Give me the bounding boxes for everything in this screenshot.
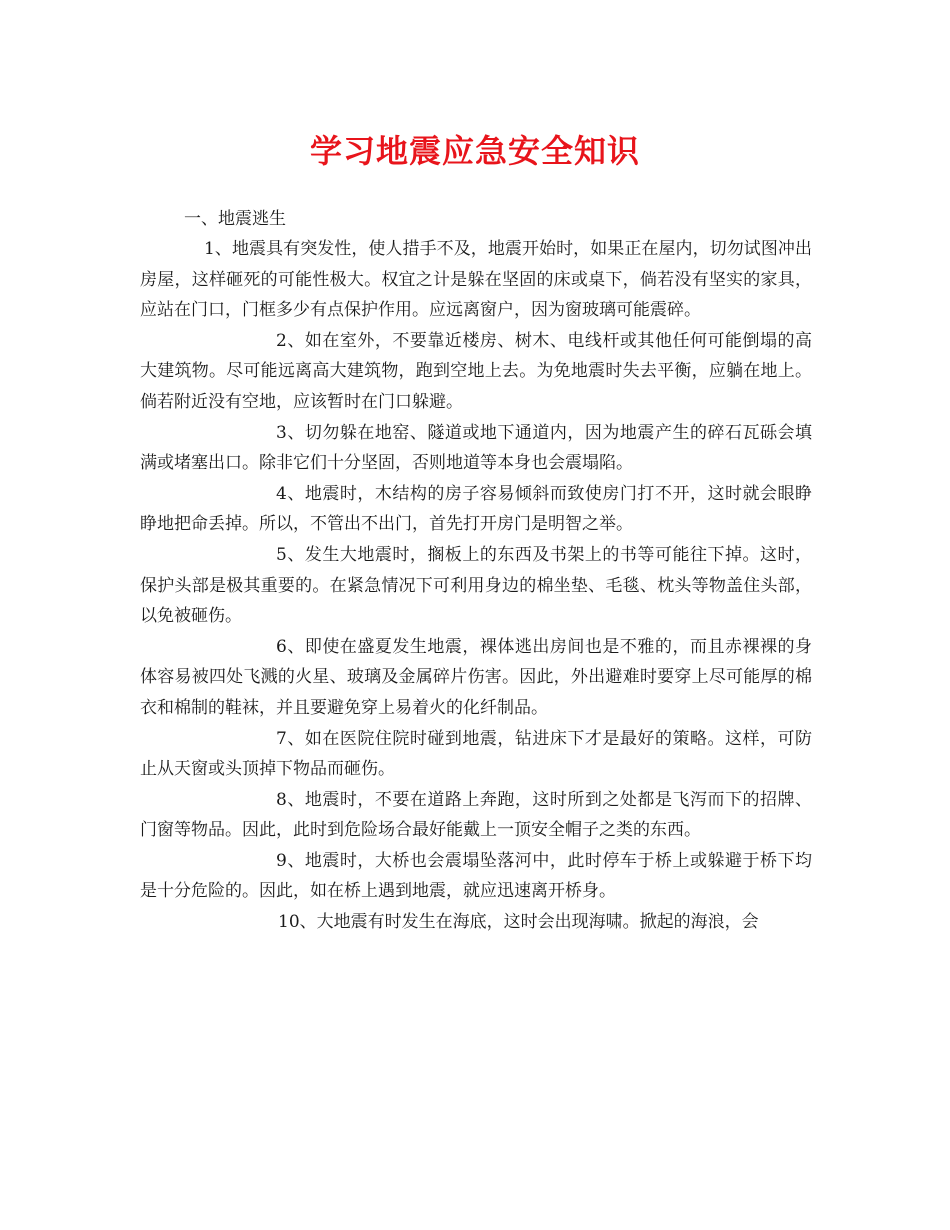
paragraph-6: 6、即使在盛夏发生地震，裸体逃出房间也是不雅的，而且赤裸裸的身体容易被四处飞溅的火星、玻璃及金属碎片伤害。因此，外出避难时要穿上尽可能厚的棉衣和棉制的鞋袜，并且要避免穿上易着火的化纤制品。 xyxy=(140,636,812,718)
document-title: 学习地震应急安全知识 xyxy=(309,132,640,170)
paragraph-4: 4、地震时，木结构的房子容易倾斜而致使房门打不开，这时就会眼睁睁地把命丢掉。所以，不管出不出门，首先打开房门是明智之举。 xyxy=(140,483,812,535)
document-body xyxy=(140,204,812,938)
paragraph-2: 2、如在室外，不要靠近楼房、树木、电线杆或其他任何可能倒塌的高大建筑物。尽可能远离高大建筑物，跑到空地上去。为免地震时失去平衡，应躺在地上。倘若附近没有空地，应该暂时在门口躲避。 xyxy=(140,330,812,412)
paragraph-5: 5、发生大地震时，搁板上的东西及书架上的书等可能往下掉。这时，保护头部是极其重要的。在紧急情况下可利用身边的棉坐垫、毛毯、枕头等物盖住头部，以免被砸伤。 xyxy=(140,544,812,627)
paragraph-9: 9、地震时，大桥也会震塌坠落河中，此时停车于桥上或躲避于桥下均是十分危险的。因此，如在桥上遇到地震，就应迅速离开桥身。 xyxy=(140,850,812,902)
paragraph-10: 10、大地震有时发生在海底，这时会出现海啸。掀起的海浪，会 xyxy=(278,912,759,933)
paragraph-1: 1、地震具有突发性，使人措手不及，地震开始时，如果正在屋内，切勿试图冲出房屋，这样砸死的可能性极大。权宜之计是躲在坚固的床或桌下，倘若没有坚实的家具，应站在门口，门框多少有点保护作用。应远离窗户，因为窗玻璃可能震碎。 xyxy=(140,239,812,321)
paragraph-7: 7、如在医院住院时碰到地震，钻进床下才是最好的策略。这样，可防止从天窗或头顶掉下物品而砸伤。 xyxy=(140,728,812,780)
section-heading: 一、地震逃生 xyxy=(184,209,286,229)
paragraph-3: 3、切勿躲在地窑、隧道或地下通道内，因为地震产生的碎石瓦砾会填满或堵塞出口。除非它们十分坚固，否则地道等本身也会震塌陷。 xyxy=(140,422,812,474)
paragraph-8: 8、地震时，不要在道路上奔跑，这时所到之处都是飞泻而下的招牌、门窗等物品。因此，此时到危险场合最好能戴上一顶安全帽子之类的东西。 xyxy=(140,789,812,841)
